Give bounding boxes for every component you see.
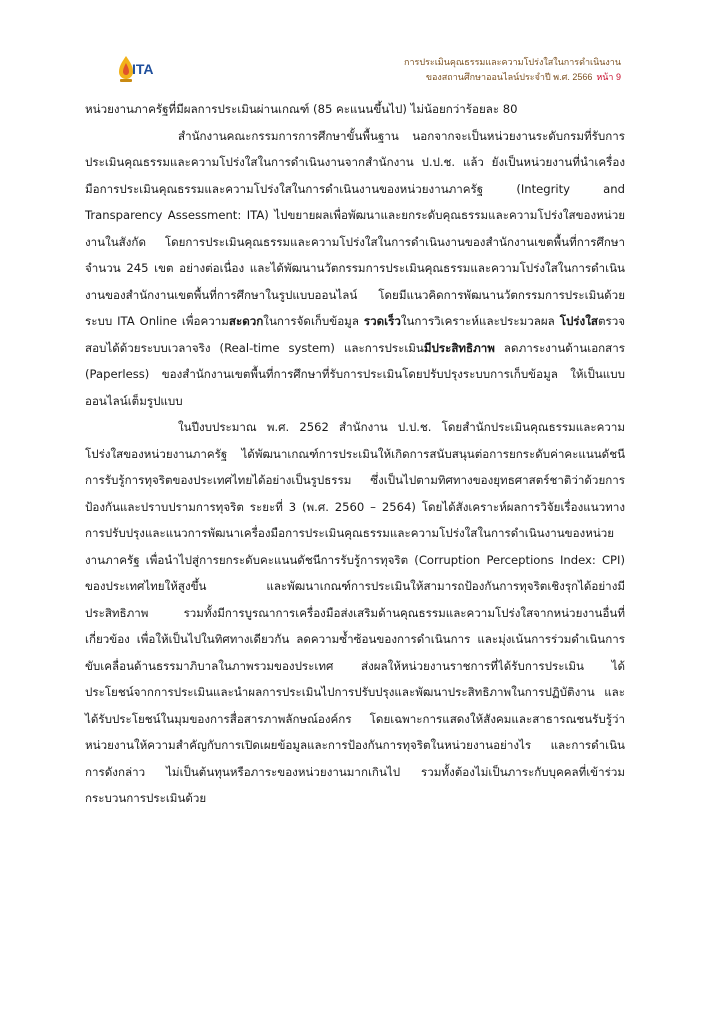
paragraph-1-text-e: ลดภาระงานด้านเอกสาร (Paperless) ของสำนักงานเขตพื้นที่การศึกษาที่รับการประเมินโดยปรับปรุงระบบการเก็บข้อมูล ให้เป็นแบบออนไลน์เต็มรูปแบบ [85, 340, 625, 408]
header-title-line1: การประเมินคุณธรรมและความโปร่งใสในการดำเนินงาน [404, 57, 621, 67]
header-title-line2-row [404, 70, 621, 85]
paragraph-1-text-c: ในการวิเคราะห์และประมวลผล [400, 314, 560, 328]
running-header [404, 55, 621, 85]
paragraph-1 [85, 123, 625, 415]
emphasis-transparent: โปร่งใส [559, 314, 598, 328]
paragraph-2: ในปีงบประมาณ พ.ศ. 2562 สำนักงาน ป.ป.ช. โดยสำนักประเมินคุณธรรมและความโปร่งใสของหน่วยงานภาครัฐ ได้พัฒนาเกณฑ์การประเมินให้เกิดการสนับสนุนต่อการยกระดับค่าคะแนนดัชนีการรับรู้การทุจริตของประเทศไทยได้อย่างเป็นรูปธรรม ซึ่งเป็นไปตามทิศทางของยุทธศาสตร์ชาติว่าด้วยการป้องกันและปราบปรามการทุจริต ระยะที่ 3 (พ.ศ. 2560 – 2564) โดยได้สังเคราะห์ผลการวิจัยเรื่องแนวทางการปรับปรุงและแนวการพัฒนาเครื่องมือการประเมินคุณธรรมและความโปร่งใสในการดำเนินงานของหน่วยงานภาครัฐ เพื่อนำไปสู่การยกระดับคะแนนดัชนีการรับรู้การทุจริต (Corruption Perceptions Index: CPI) ของประเทศไทยให้สูงขึ้น และพัฒนาเกณฑ์การประเมินให้สามารถป้องกันการทุจริตเชิงรุกได้อย่างมีประสิทธิภาพ รวมทั้งมีการบูรณาการเครื่องมือส่งเสริมด้านคุณธรรมและความโปร่งใสจากหน่วยงานอื่นที่เกี่ยวข้อง เพื่อให้เป็นไปในทิศทางเดียวกัน ลดความซ้ำซ้อนของการดำเนินการ และมุ่งเน้นการร่วมดำเนินการขับเคลื่อนด้านธรรมาภิบาลในภาพรวมของประเทศ ส่งผลให้หน่วยงานราชการที่ได้รับการประเมิน ได้ประโยชน์จากการประเมินและนำผลการประเมินไปการปรับปรุงและพัฒนาประสิทธิภาพในการปฏิบัติงาน และได้รับประโยชน์ในมุมของการสื่อสารภาพลักษณ์องค์กร โดยเฉพาะการแสดงให้สังคมและสาธารณชนรับรู้ว่าหน่วยงานให้ความสำคัญกับการเปิดเผยข้อมูลและการป้องกันการทุจริตในหน่วยงานอย่างไร และการดำเนินการดังกล่าว ไม่เป็นต้นทุนหรือภาระของหน่วยงานมากเกินไป รวมทั้งต้องไม่เป็นภาระกับบุคคลที่เข้าร่วมกระบวนการประเมินด้วย [85, 420, 625, 805]
page-number: หน้า 9 [596, 72, 621, 82]
header-title-line2: ของสถานศึกษาออนไลน์ประจำปี พ.ศ. 2566 [425, 72, 593, 82]
emphasis-efficient: มีประสิทธิภาพ [423, 340, 495, 355]
ita-logo-text: ITA [132, 61, 154, 77]
emphasis-fast: รวดเร็ว [363, 314, 401, 328]
paragraph-1-text-a: สำนักงานคณะกรรมการการศึกษาขั้นพื้นฐาน นอกจากจะเป็นหน่วยงานระดับกรมที่รับการประเมินคุณธรรมและความโปร่งใสในการดำเนินงานจากสำนักงาน ป.ป.ช. แล้ว ยังเป็นหน่วยงานที่นำเครื่องมือการประเมินคุณธรรมและความโปร่งใสในการดำเนินงานของหน่วยงานภาครัฐ (Integrity and Transparency Assessment: ITA) ไปขยายผลเพื่อพัฒนาและยกระดับคุณธรรมและความโปร่งใสของหน่วยงานในสังกัด โดยการประเมินคุณธรรมและความโปร่งใสในการดำเนินงานของสำนักงานเขตพื้นที่การศึกษา จำนวน 245 เขต อย่างต่อเนื่อง และได้พัฒนานวัตกรรมการประเมินคุณธรรมและความโปร่งใสในการดำเนินงานของสำนักงานเขตพื้นที่การศึกษาในรูปแบบออนไลน์ โดยมีแนวคิดการพัฒนานวัตกรรมการประเมินด้วยระบบ ITA Online เพื่อความ [85, 128, 625, 328]
paragraph-1-text-b: ในการจัดเก็บข้อมูล [263, 314, 364, 328]
emphasis-convenient: สะดวก [228, 314, 264, 328]
body-text [85, 96, 625, 812]
paragraph-0: หน่วยงานภาครัฐที่มีผลการประเมินผ่านเกณฑ์ (85 คะแนนขึ้นไป) ไม่น้อยกว่าร้อยละ 80 [85, 102, 518, 116]
paragraph-1-text-d: ตรวจสอบได้ด้วยระบบเวลาจริง (Real-time system) และการประเมิน [85, 314, 625, 355]
ita-logo [116, 54, 160, 84]
